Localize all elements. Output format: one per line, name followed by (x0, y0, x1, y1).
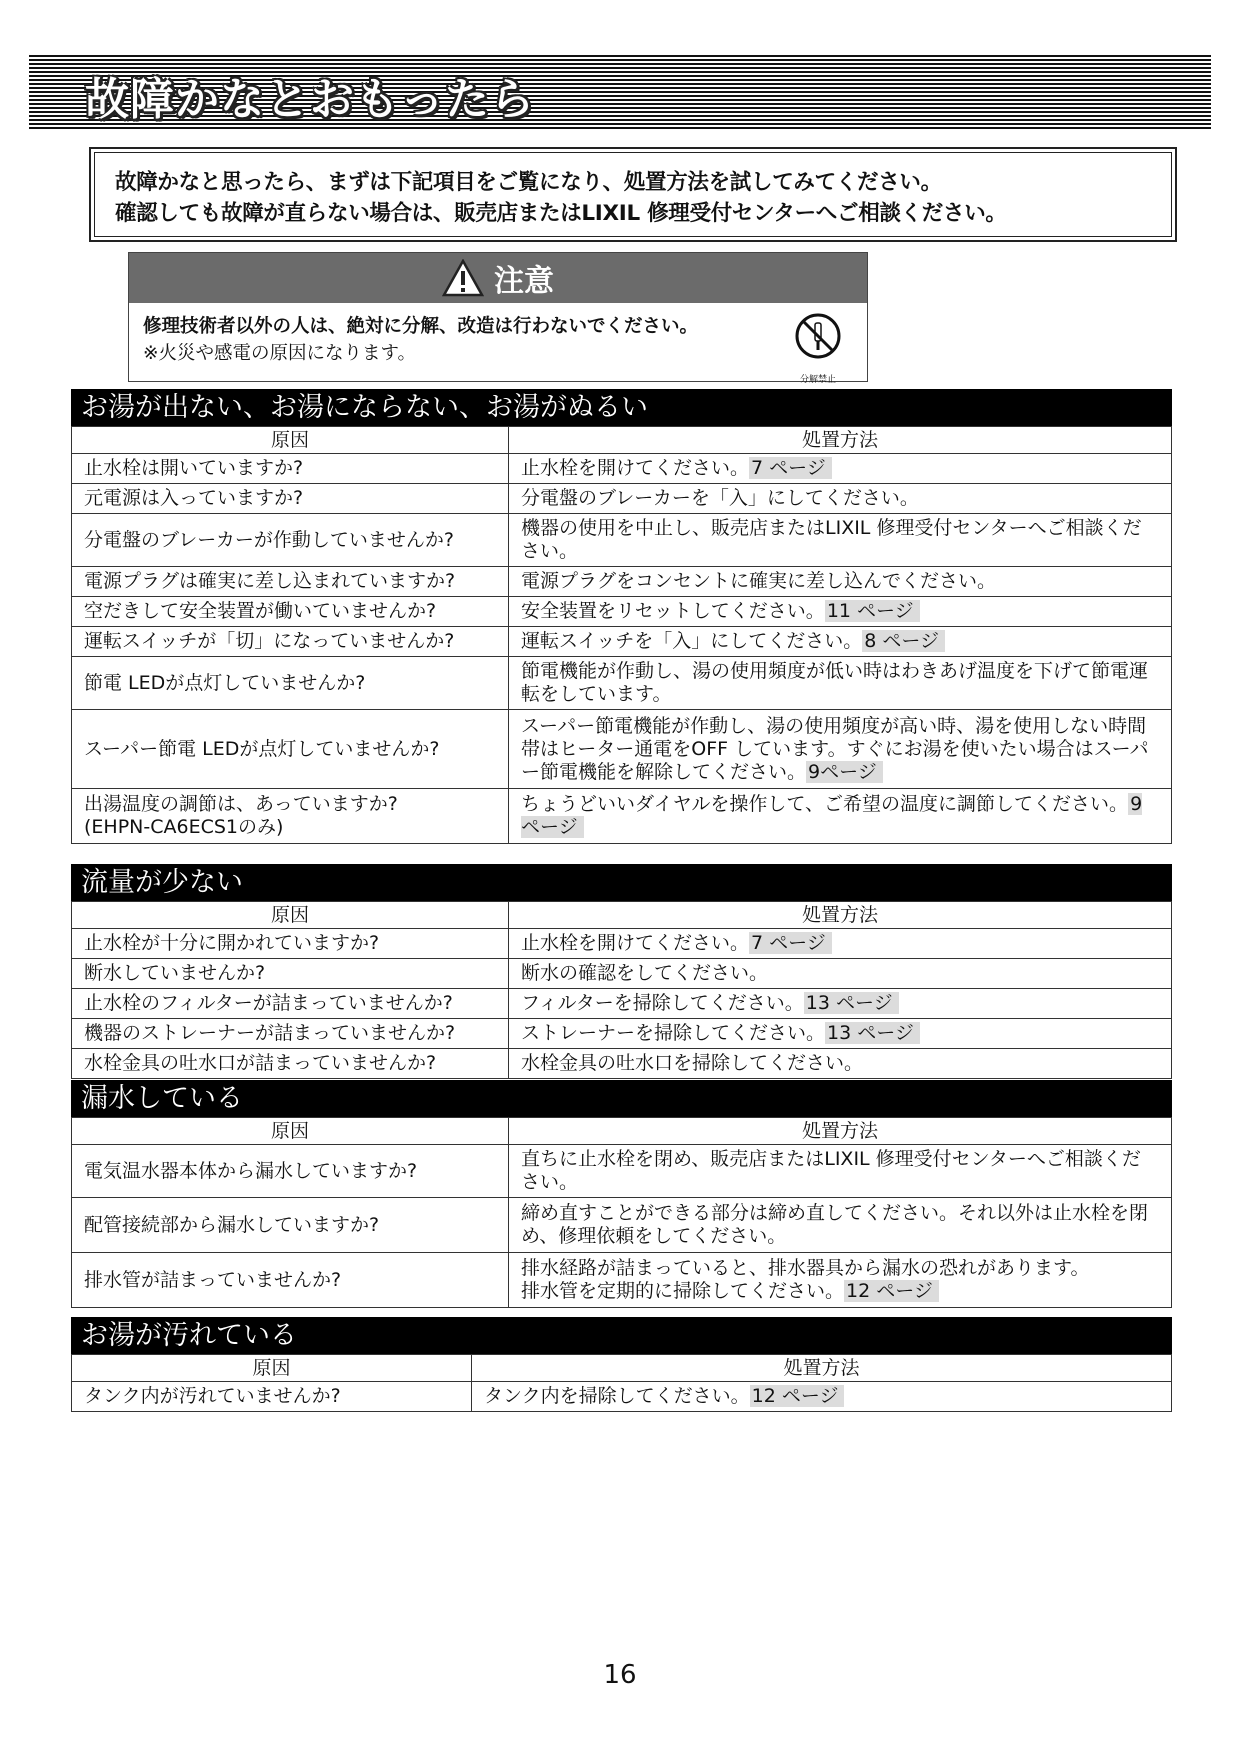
remedy-text: 排水経路が詰まっていると、排水器具から漏水の恐れがあります。 排水管を定期的に掃除してください。 (521, 1257, 1090, 1302)
cause-cell: 運転スイッチが「切」になっていませんか? (72, 627, 509, 657)
table-header-row (72, 1355, 1172, 1382)
remedy-text: 止水栓を開けてください。 (521, 932, 750, 954)
page-reference: 7 ページ (749, 932, 832, 954)
cause-cell: 断水していませんか? (72, 959, 509, 989)
no-disassembly-symbol (791, 311, 845, 394)
table-row (72, 1382, 1172, 1412)
column-header-remedy: 処置方法 (472, 1355, 1172, 1382)
table-row (72, 454, 1172, 484)
cause-cell: 空だきして安全装置が働いていませんか? (72, 597, 509, 627)
cause-cell: 止水栓のフィルターが詰まっていませんか? (72, 989, 509, 1019)
column-header-remedy: 処置方法 (509, 1118, 1172, 1145)
table-header-row (72, 902, 1172, 929)
page-reference: 7 ページ (749, 457, 832, 479)
intro-line-1: 故障かなと思ったら、まずは下記項目をご覧になり、処置方法を試してみてください。 (115, 170, 942, 195)
remedy-cell (509, 929, 1172, 959)
section-title: 漏水している (71, 1080, 1172, 1117)
remedy-cell (509, 514, 1172, 567)
table-row (72, 1145, 1172, 1198)
table-row (72, 514, 1172, 567)
cause-cell: 水栓金具の吐水口が詰まっていませんか? (72, 1049, 509, 1079)
table-header-row (72, 1118, 1172, 1145)
column-header-cause: 原因 (72, 1355, 472, 1382)
cause-cell: 止水栓は開いていますか? (72, 454, 509, 484)
column-header-remedy: 処置方法 (509, 902, 1172, 929)
table-row (72, 959, 1172, 989)
remedy-text: 分電盤のブレーカーを「入」にしてください。 (521, 487, 919, 509)
remedy-cell (509, 1198, 1172, 1253)
section-title: お湯が出ない、お湯にならない、お湯がぬるい (71, 389, 1172, 426)
column-header-cause: 原因 (72, 1118, 509, 1145)
trouble-table (71, 901, 1172, 1079)
table-row (72, 989, 1172, 1019)
remedy-cell (509, 1145, 1172, 1198)
column-header-cause: 原因 (72, 902, 509, 929)
table-header-row (72, 427, 1172, 454)
cause-cell: 機器のストレーナーが詰まっていませんか? (72, 1019, 509, 1049)
trouble-table (71, 1354, 1172, 1412)
remedy-cell (509, 567, 1172, 597)
warning-triangle-icon (442, 259, 484, 297)
trouble-section (71, 864, 1172, 1079)
remedy-text: 機器の使用を中止し、販売店またはLIXIL 修理受付センターへご相談ください。 (521, 517, 1142, 562)
remedy-cell (509, 989, 1172, 1019)
intro-line-2: 確認しても故障が直らない場合は、販売店またはLIXIL 修理受付センターへご相談ください。 (115, 201, 1007, 226)
remedy-cell (509, 1049, 1172, 1079)
remedy-text: フィルターを掃除してください。 (521, 992, 804, 1014)
page-reference: 11 ページ (825, 600, 920, 622)
remedy-text: 節電機能が作動し、湯の使用頻度が低い時はわきあげ温度を下げて節電運転をしています。 (521, 660, 1149, 705)
remedy-text: 止水栓を開けてください。 (521, 457, 750, 479)
remedy-text: 安全装置をリセットしてください。 (521, 600, 825, 622)
remedy-cell (472, 1382, 1172, 1412)
caution-text-note: ※火災や感電の原因になります。 (143, 343, 417, 364)
page-number: 16 (603, 1660, 637, 1690)
remedy-cell (509, 597, 1172, 627)
cause-cell: 節電 LEDが点灯していませんか? (72, 657, 509, 710)
column-header-cause: 原因 (72, 427, 509, 454)
cause-cell: 元電源は入っていますか? (72, 484, 509, 514)
table-row (72, 710, 1172, 789)
remedy-cell (509, 1019, 1172, 1049)
remedy-cell (509, 1253, 1172, 1308)
column-header-remedy: 処置方法 (509, 427, 1172, 454)
table-row (72, 929, 1172, 959)
remedy-cell (509, 484, 1172, 514)
remedy-cell (509, 959, 1172, 989)
page-reference: 9ページ (521, 793, 1143, 838)
table-row (72, 1198, 1172, 1253)
cause-cell: スーパー節電 LEDが点灯していませんか? (72, 710, 509, 789)
cause-cell: 配管接続部から漏水していますか? (72, 1198, 509, 1253)
cause-cell: タンク内が汚れていませんか? (72, 1382, 472, 1412)
cause-cell: 止水栓が十分に開かれていますか? (72, 929, 509, 959)
caution-body (129, 303, 867, 385)
cause-cell: 分電盤のブレーカーが作動していませんか? (72, 514, 509, 567)
remedy-text: 水栓金具の吐水口を掃除してください。 (521, 1052, 864, 1074)
remedy-text: スーパー節電機能が作動し、湯の使用頻度が高い時、湯を使用しない時間帯はヒーター通電をOFF しています。すぐにお湯を使いたい場合はスーパー節電機能を解除してください。 (521, 714, 1149, 783)
intro-box (89, 147, 1177, 242)
caution-box (128, 252, 868, 385)
table-row (72, 597, 1172, 627)
remedy-text: ストレーナーを掃除してください。 (521, 1022, 826, 1044)
page-reference: 12 ページ (750, 1385, 845, 1407)
page-title-banner (29, 55, 1211, 129)
remedy-cell (509, 789, 1172, 844)
trouble-section (71, 1317, 1172, 1412)
intro-text (94, 152, 1172, 237)
table-row (72, 484, 1172, 514)
caution-header (129, 253, 867, 303)
remedy-text: 直ちに止水栓を閉め、販売店またはLIXIL 修理受付センターへご相談ください。 (521, 1148, 1141, 1193)
cause-cell: 電気温水器本体から漏水していますか? (72, 1145, 509, 1198)
table-row (72, 1049, 1172, 1079)
remedy-cell (509, 710, 1172, 789)
section-title: お湯が汚れている (71, 1317, 1172, 1354)
no-disassembly-icon (793, 311, 843, 361)
remedy-cell (509, 627, 1172, 657)
remedy-text: 電源プラグをコンセントに確実に差し込んでください。 (521, 570, 997, 592)
caution-text-main: 修理技術者以外の人は、絶対に分解、改造は行わないでください。 (143, 316, 699, 337)
remedy-text: タンク内を掃除してください。 (484, 1385, 750, 1407)
table-row (72, 789, 1172, 844)
remedy-cell (509, 454, 1172, 484)
remedy-cell (509, 657, 1172, 710)
table-row (72, 627, 1172, 657)
remedy-text: ちょうどいいダイヤルを操作して、ご希望の温度に調節してください。 (521, 793, 1129, 815)
remedy-text: 断水の確認をしてください。 (521, 962, 769, 984)
cause-cell: 排水管が詰まっていませんか? (72, 1253, 509, 1308)
table-row (72, 1253, 1172, 1308)
table-row (72, 657, 1172, 710)
trouble-table (71, 1117, 1172, 1308)
remedy-text: 締め直すことができる部分は締め直してください。それ以外は止水栓を閉め、修理依頼をしてください。 (521, 1202, 1149, 1247)
page-reference: 9ページ (806, 761, 883, 783)
trouble-section (71, 389, 1172, 844)
page-title: 故障かなとおもったら (85, 74, 535, 125)
remedy-text: 運転スイッチを「入」にしてください。 (521, 630, 863, 652)
page-reference: 8 ページ (862, 630, 945, 652)
caution-heading: 注意 (494, 264, 554, 299)
table-row (72, 567, 1172, 597)
trouble-section (71, 1080, 1172, 1308)
cause-cell: 出湯温度の調節は、あっていますか? (EHPN-CA6ECS1のみ) (72, 789, 509, 844)
page-reference: 12 ページ (844, 1280, 939, 1302)
trouble-table (71, 426, 1172, 844)
section-title: 流量が少ない (71, 864, 1172, 901)
no-disassembly-label: 分解禁止 (799, 375, 836, 385)
table-row (72, 1019, 1172, 1049)
page-reference: 13 ページ (804, 992, 899, 1014)
page-reference: 13 ページ (825, 1022, 920, 1044)
cause-cell: 電源プラグは確実に差し込まれていますか? (72, 567, 509, 597)
